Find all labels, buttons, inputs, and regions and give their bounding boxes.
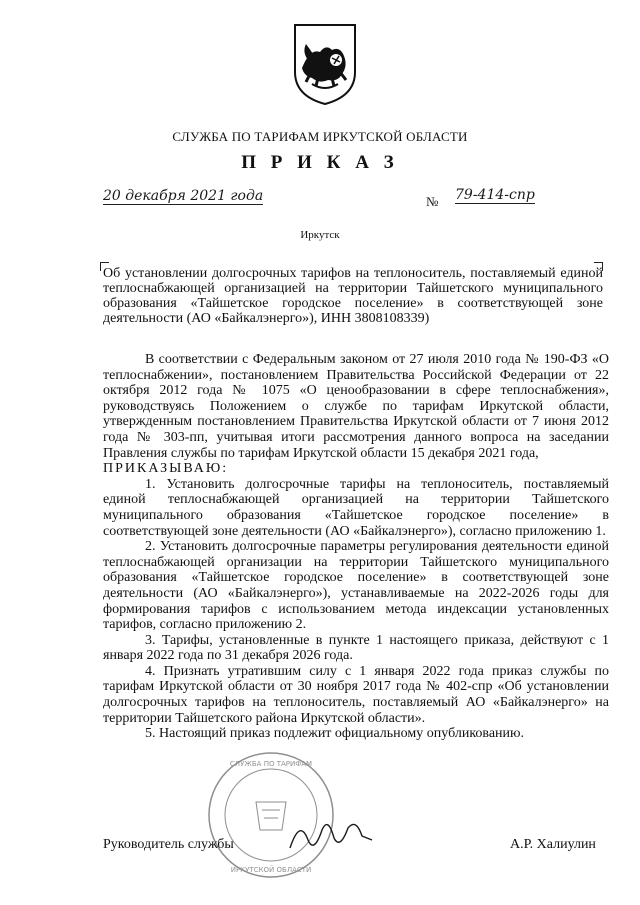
order-body	[103, 352, 609, 742]
order-item-5: 5. Настоящий приказ подлежит официальному опубликованию.	[145, 726, 524, 742]
handwritten-signature	[286, 810, 376, 860]
order-item-4: 4. Признать утратившим силу с 1 января 2022 года приказ службы по тарифам Иркутской области от 30 ноября 2017 года № 402-спр «Об установлении долгосрочных тарифов на теплоноситель, поставляемый АО «Байкалэнерго» на территории Тайшетского района Иркутской области».	[103, 663, 609, 726]
order-item-3: 3. Тарифы, установленные в пункте 1 настоящего приказа, действуют с 1 января 2022 года по 31 декабря 2026 года.	[103, 632, 609, 664]
preamble: В соответствии с Федеральным законом от 27 июля 2010 года № 190-ФЗ «О теплоснабжении», постановлением Правительства Российской Федерации от 22 октября 2012 года № 1075 «О ценообразовании в сфере теплоснабжения», руководствуясь Положением о службе по тарифам Иркутской области, утвержденным постановлением Правительства Иркутской области от 7 июня 2012 года № 303-пп, учитывая итоги рассмотрения данного вопроса на заседании Правления службы по тарифам Иркутской области 15 декабря 2021 года,	[103, 352, 609, 461]
city: Иркутск	[300, 229, 340, 241]
order-word: ПРИКАЗЫВАЮ:	[103, 461, 229, 477]
document-title: П Р И К А З	[241, 152, 399, 173]
svg-text:ИРКУТСКОЙ ОБЛАСТИ: ИРКУТСКОЙ ОБЛАСТИ	[230, 866, 312, 874]
order-subject: Об установлении долгосрочных тарифов на теплоноситель, поставляемый единой теплоснабжающей организацией на территории Тайшетского муниципального образования «Тайшетское городское поселение» в соответствующей зоне деятельности (АО «Байкалэнерго»), ИНН 3808108339)	[103, 266, 603, 326]
order-date: 20 декабря 2021 года	[103, 188, 264, 204]
agency-name: СЛУЖБА ПО ТАРИФАМ ИРКУТСКОЙ ОБЛАСТИ	[172, 129, 468, 144]
coat-of-arms-icon	[292, 22, 358, 106]
signatory-name: А.Р. Халиулин	[510, 837, 596, 852]
signatory-position: Руководитель службы	[103, 837, 234, 852]
order-number: 79-414-спр	[455, 187, 535, 203]
number-sign: №	[426, 194, 439, 209]
svg-text:СЛУЖБА ПО ТАРИФАМ: СЛУЖБА ПО ТАРИФАМ	[229, 760, 313, 768]
order-item-1: 1. Установить долгосрочные тарифы на теплоноситель, поставляемый единой теплоснабжающей организацией на территории Тайшетского муниципального образования «Тайшетское городское поселение» в соответствующей зоне деятельности (АО «Байкалэнерго»), согласно приложению 1.	[103, 476, 609, 539]
order-item-2: 2. Установить долгосрочные параметры регулирования деятельности единой теплоснабжающей организации на территории Тайшетского муниципального образования «Тайшетское городское поселение» в соответствующей зоне деятельности (АО «Байкалэнерго»), устанавливаемые на 2022-2026 годы для формирования тарифов с использованием метода индексации установленных тарифов, согласно приложению 2.	[103, 539, 609, 633]
